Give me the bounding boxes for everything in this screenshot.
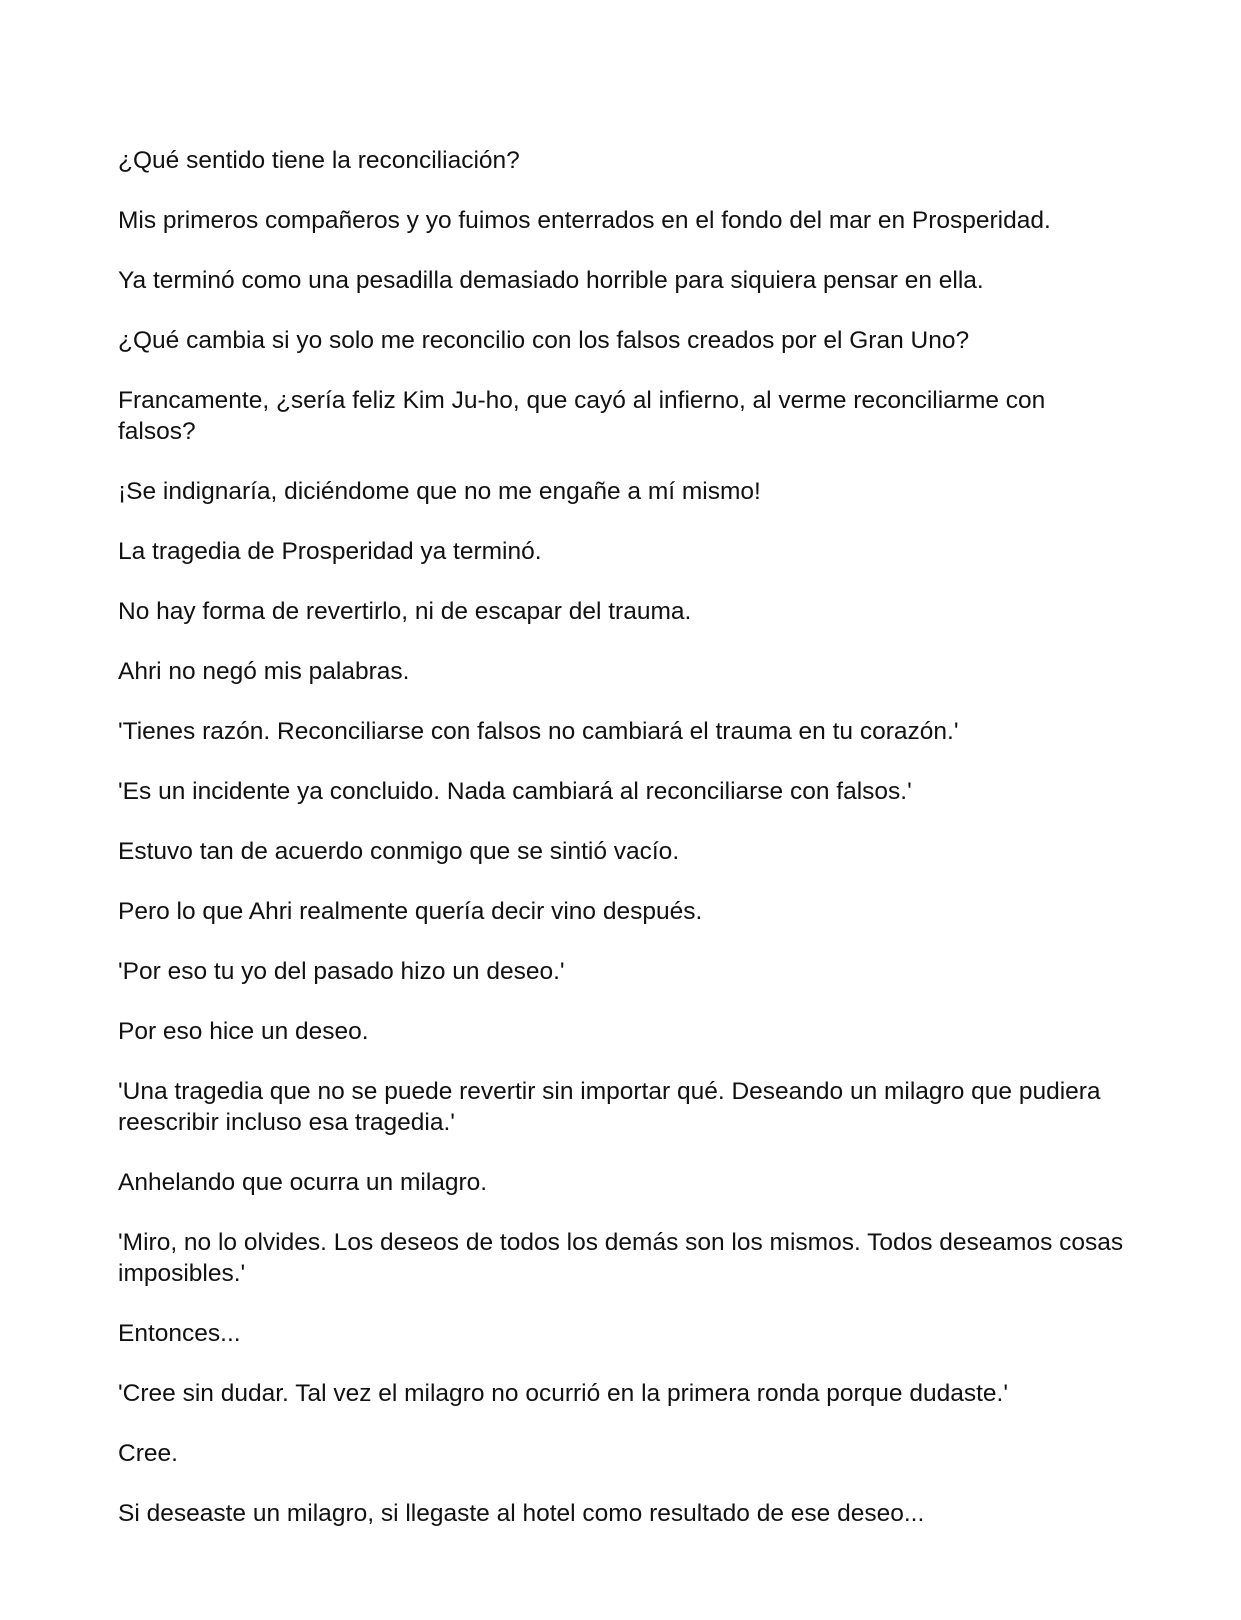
paragraph: 'Cree sin dudar. Tal vez el milagro no ocurrió en la primera ronda porque dudaste.' xyxy=(118,1380,1009,1407)
paragraph: Francamente, ¿sería feliz Kim Ju-ho, que cayó al infierno, al verme reconciliarme con falsos? xyxy=(118,387,1046,445)
paragraph: 'Una tragedia que no se puede revertir sin importar qué. Deseando un milagro que pudiera reescribir incluso esa tragedia.' xyxy=(118,1078,1101,1136)
paragraph: Anhelando que ocurra un milagro. xyxy=(118,1169,488,1196)
paragraph: Cree. xyxy=(118,1440,178,1467)
paragraph: La tragedia de Prosperidad ya terminó. xyxy=(118,538,542,565)
document-body xyxy=(118,145,1128,1558)
paragraph: 'Es un incidente ya concluido. Nada cambiará al reconciliarse con falsos.' xyxy=(118,778,912,805)
paragraph: Si deseaste un milagro, si llegaste al hotel como resultado de ese deseo... xyxy=(118,1500,925,1527)
paragraph: 'Tienes razón. Reconciliarse con falsos no cambiará el trauma en tu corazón.' xyxy=(118,718,959,745)
paragraph: Pero lo que Ahri realmente quería decir vino después. xyxy=(118,898,703,925)
paragraph: Ya terminó como una pesadilla demasiado horrible para siquiera pensar en ella. xyxy=(118,267,984,294)
paragraph: Entonces... xyxy=(118,1320,241,1347)
paragraph: ¿Qué cambia si yo solo me reconcilio con los falsos creados por el Gran Uno? xyxy=(118,327,970,354)
paragraph: Ahri no negó mis palabras. xyxy=(118,658,410,685)
paragraph: ¿Qué sentido tiene la reconciliación? xyxy=(118,147,520,174)
paragraph: Por eso hice un deseo. xyxy=(118,1018,369,1045)
paragraph: No hay forma de revertirlo, ni de escapar del trauma. xyxy=(118,598,692,625)
paragraph: 'Miro, no lo olvides. Los deseos de todos los demás son los mismos. Todos deseamos cosas imposibles.' xyxy=(118,1229,1124,1287)
paragraph: 'Por eso tu yo del pasado hizo un deseo.' xyxy=(118,958,565,985)
paragraph: Estuvo tan de acuerdo conmigo que se sintió vacío. xyxy=(118,838,680,865)
paragraph: Mis primeros compañeros y yo fuimos enterrados en el fondo del mar en Prosperidad. xyxy=(118,207,1051,234)
paragraph: ¡Se indignaría, diciéndome que no me engañe a mí mismo! xyxy=(118,478,761,505)
